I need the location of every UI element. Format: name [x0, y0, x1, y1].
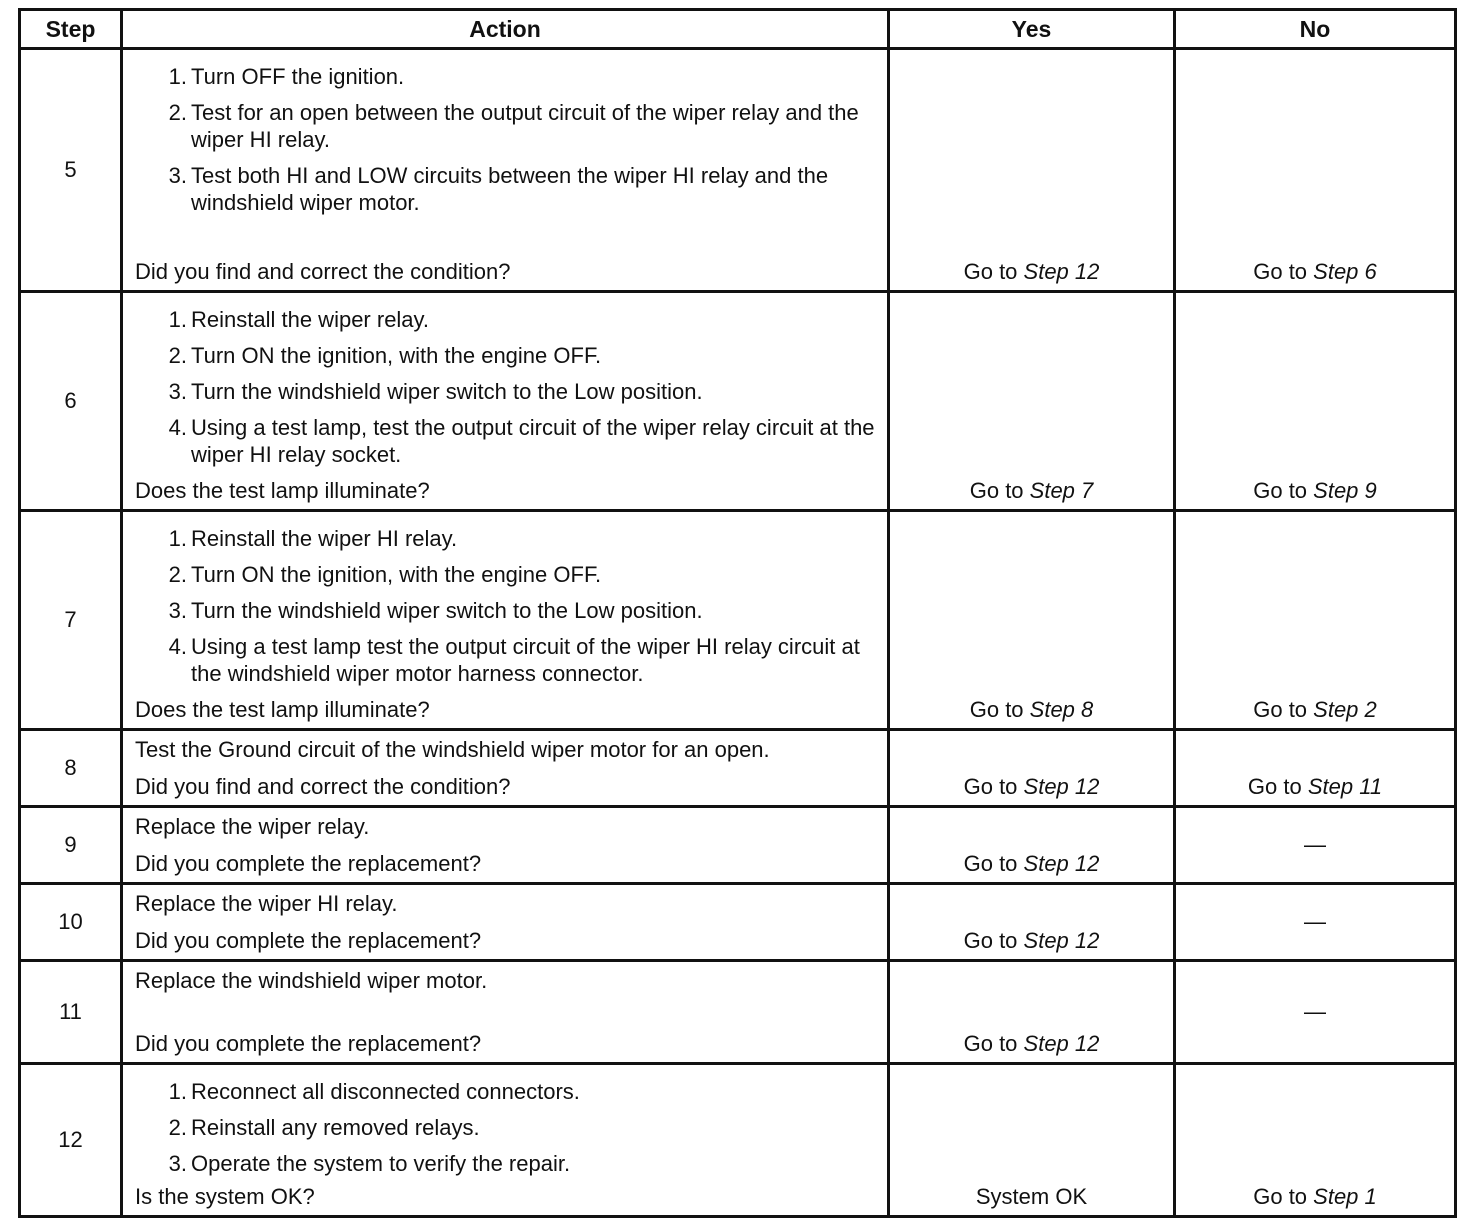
table-row — [20, 730, 1456, 807]
table-row — [20, 49, 1456, 292]
action-list — [135, 525, 879, 687]
question-text: Did you complete the replacement? — [135, 1031, 482, 1056]
action-list — [135, 63, 879, 216]
action-cell — [122, 511, 889, 730]
action-cell — [122, 961, 889, 1064]
question-text: Did you complete the replacement? — [135, 928, 482, 953]
step-number: 6 — [20, 292, 122, 511]
header-no: No — [1175, 10, 1456, 49]
step-link[interactable]: Step 12 — [1023, 774, 1100, 799]
action-cell — [122, 292, 889, 511]
question-text: Did you find and correct the condition? — [135, 774, 511, 799]
step-link[interactable]: Step 12 — [1023, 928, 1100, 953]
action-cell — [122, 884, 889, 961]
step-number: 10 — [20, 884, 122, 961]
action-cell — [122, 49, 889, 292]
yes-cell: Go to Step 12 — [889, 884, 1175, 961]
action-cell — [122, 1064, 889, 1217]
question-text: Does the test lamp illuminate? — [135, 697, 430, 722]
list-item: 2. Reinstall any removed relays. — [168, 1115, 480, 1140]
no-cell: Go to Step 2 — [1175, 511, 1456, 730]
no-cell: Go to Step 9 — [1175, 292, 1456, 511]
step-link[interactable]: Step 6 — [1313, 259, 1377, 284]
step-number: 11 — [20, 961, 122, 1064]
step-number: 12 — [20, 1064, 122, 1217]
yes-cell: Go to Step 12 — [889, 49, 1175, 292]
action-text: Replace the wiper relay. — [135, 814, 370, 839]
yes-cell: Go to Step 12 — [889, 807, 1175, 884]
question-text: Is the system OK? — [135, 1184, 315, 1209]
no-cell: — — [1175, 884, 1456, 961]
list-item: 1. Reconnect all disconnected connectors. — [168, 1079, 580, 1104]
table-row — [20, 961, 1456, 1064]
action-text: Replace the wiper HI relay. — [135, 891, 398, 916]
list-item: 3. Turn the windshield wiper switch to the Low position. — [168, 379, 703, 404]
no-cell: Go to Step 11 — [1175, 730, 1456, 807]
step-number: 7 — [20, 511, 122, 730]
list-item: 3. Test both HI and LOW circuits between the wiper HI relay and the windshield wiper motor. — [168, 163, 829, 215]
step-link[interactable]: Step 1 — [1313, 1184, 1377, 1209]
step-link[interactable]: Step 9 — [1313, 478, 1377, 503]
list-item: 2. Turn ON the ignition, with the engine OFF. — [168, 562, 602, 587]
yes-cell: Go to Step 12 — [889, 730, 1175, 807]
question-text: Does the test lamp illuminate? — [135, 478, 430, 503]
step-link[interactable]: Step 8 — [1029, 697, 1094, 722]
step-link[interactable]: Step 12 — [1023, 1031, 1100, 1056]
question-text: Did you find and correct the condition? — [135, 259, 511, 284]
list-item: 1. Reinstall the wiper HI relay. — [168, 526, 458, 551]
step-link[interactable]: Step 2 — [1313, 697, 1377, 722]
header-step: Step — [20, 10, 122, 49]
list-item: 2. Test for an open between the output circuit of the wiper relay and the wiper HI relay. — [168, 100, 859, 152]
diagnostic-table — [18, 8, 1457, 1218]
no-cell: Go to Step 1 — [1175, 1064, 1456, 1217]
step-link[interactable]: Step 12 — [1023, 259, 1100, 284]
table-row — [20, 292, 1456, 511]
list-item: 1. Turn OFF the ignition. — [168, 64, 405, 89]
step-number: 8 — [20, 730, 122, 807]
step-link[interactable]: Step 11 — [1307, 774, 1383, 799]
table-row — [20, 1064, 1456, 1217]
yes-cell: Go to Step 7 — [889, 292, 1175, 511]
list-item: 3. Turn the windshield wiper switch to the Low position. — [168, 598, 703, 623]
action-text: Test the Ground circuit of the windshield wiper motor for an open. — [135, 737, 770, 762]
yes-cell: Go to Step 8 — [889, 511, 1175, 730]
table-row — [20, 511, 1456, 730]
step-number: 9 — [20, 807, 122, 884]
header-row — [20, 10, 1456, 49]
no-cell: — — [1175, 807, 1456, 884]
list-item: 4. Using a test lamp, test the output circuit of the wiper relay circuit at the wiper HI relay socket. — [168, 415, 875, 467]
table-row — [20, 807, 1456, 884]
action-text: Replace the windshield wiper motor. — [135, 968, 488, 993]
action-list — [135, 1078, 879, 1177]
list-item: 1. Reinstall the wiper relay. — [168, 307, 430, 332]
table-row — [20, 884, 1456, 961]
action-list — [135, 306, 879, 468]
list-item: 2. Turn ON the ignition, with the engine OFF. — [168, 343, 602, 368]
no-cell: Go to Step 6 — [1175, 49, 1456, 292]
step-link[interactable]: Step 12 — [1023, 851, 1100, 876]
no-cell: — — [1175, 961, 1456, 1064]
header-yes: Yes — [889, 10, 1175, 49]
list-item: 4. Using a test lamp test the output circuit of the wiper HI relay circuit at the windshield wiper motor harness connector. — [168, 634, 860, 686]
question-text: Did you complete the replacement? — [135, 851, 482, 876]
step-link[interactable]: Step 7 — [1029, 478, 1094, 503]
yes-cell: System OK — [889, 1064, 1175, 1217]
yes-cell: Go to Step 12 — [889, 961, 1175, 1064]
action-cell — [122, 807, 889, 884]
list-item: 3. Operate the system to verify the repair. — [168, 1151, 571, 1176]
step-number: 5 — [20, 49, 122, 292]
action-cell — [122, 730, 889, 807]
header-action: Action — [122, 10, 889, 49]
